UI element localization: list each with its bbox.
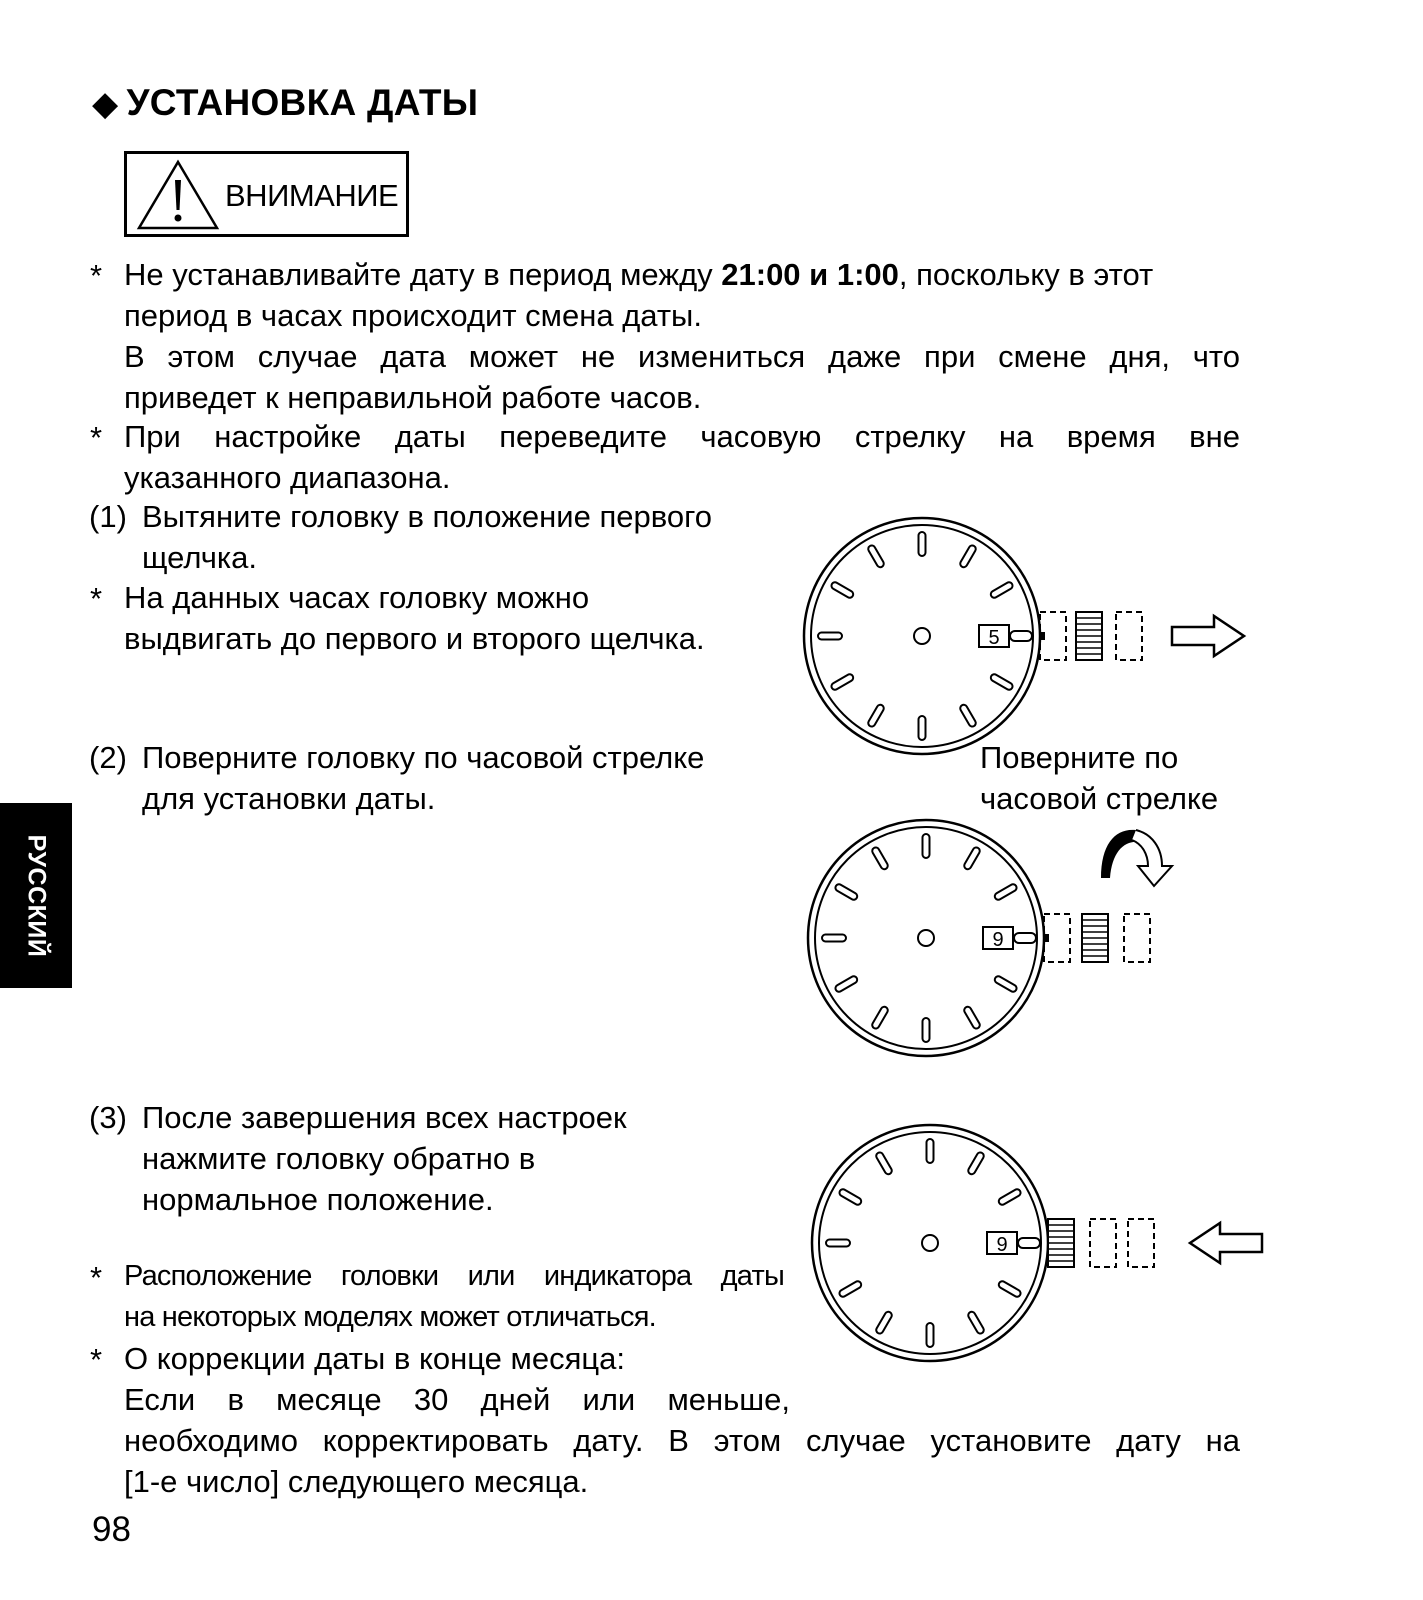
step-3-note-2-line-4: [1-е число] следующего месяца. <box>124 1464 589 1499</box>
page-title-text: УСТАНОВКА ДАТЫ <box>126 82 479 123</box>
crown-icon <box>1082 914 1108 962</box>
step-3-note-1-line-2: на некоторых моделях может отличаться. <box>124 1301 656 1333</box>
page-number: 98 <box>92 1510 131 1549</box>
date-window-number: 9 <box>992 929 1004 951</box>
step-1-line-2: щелчка. <box>142 540 258 575</box>
step-3-number: (3) <box>89 1100 127 1135</box>
marker-3 <box>1018 1238 1040 1248</box>
crown-position-dashed <box>1116 612 1142 660</box>
bullet-star: * <box>90 581 103 616</box>
step-3-note-2-line-1: О коррекции даты в конце месяца: <box>124 1341 625 1376</box>
crown-position-dashed <box>1124 914 1150 962</box>
rotate-caption-line-1: Поверните по <box>980 740 1179 775</box>
note-1-line-3: В этом случае дата может не измениться даже при смене дня, что <box>124 339 1240 374</box>
rotate-clockwise-icon <box>1101 830 1172 886</box>
step-3-line-3: нормальное положение. <box>142 1182 494 1217</box>
crown-icon <box>1048 1219 1074 1267</box>
step-3-note-2-line-3: необходимо корректировать дату. В этом случае установите дату на <box>124 1423 1240 1458</box>
marker-3 <box>1014 933 1036 943</box>
step-3-note-2-line-2: Если в месяце 30 дней или меньше, <box>124 1382 790 1417</box>
note-2-line-2: указанного диапазона. <box>124 460 451 495</box>
date-window-number: 9 <box>996 1234 1008 1256</box>
crown-position-dashed <box>1128 1219 1154 1267</box>
watch-diagram-2 <box>808 820 1172 1056</box>
step-1-note-line-2: выдвигать до первого и второго щелчка. <box>124 621 705 656</box>
language-tab-label: РУССКИЙ <box>22 834 51 957</box>
bullet-star: * <box>90 420 103 455</box>
watch-diagram-3 <box>812 1125 1262 1361</box>
crown-position-dashed <box>1090 1219 1116 1267</box>
step-2-line-1: Поверните головку по часовой стрелке <box>142 740 705 775</box>
center-pin <box>922 1235 938 1251</box>
note-1-pre: Не устанавливайте дату в период между <box>124 257 722 292</box>
crown-icon <box>1076 612 1102 660</box>
note-1-post: , поскольку в этот <box>898 257 1154 292</box>
diamond-bullet-icon: ◆ <box>92 85 119 123</box>
note-1-line-4: приведет к неправильной работе часов. <box>124 380 702 415</box>
step-3-note-1-line-1: Расположение головки или индикатора даты <box>124 1260 784 1292</box>
arrow-right-icon <box>1172 616 1244 656</box>
step-3-line-1: После завершения всех настроек <box>142 1100 627 1135</box>
bullet-star: * <box>90 1342 103 1377</box>
marker-3 <box>1010 631 1032 641</box>
step-1-note-line-1: На данных часах головку можно <box>124 580 590 615</box>
step-2-line-2: для установки даты. <box>142 781 436 816</box>
center-pin <box>914 628 930 644</box>
bullet-star: * <box>90 258 103 293</box>
date-window-number: 5 <box>988 627 1000 649</box>
arrow-left-icon <box>1190 1223 1262 1263</box>
bullet-star: * <box>90 1260 103 1295</box>
center-pin <box>918 930 934 946</box>
caution-label: ВНИМАНИЕ <box>225 178 399 213</box>
rotate-caption-line-2: часовой стрелке <box>980 781 1219 816</box>
step-2-number: (2) <box>89 740 127 775</box>
watch-diagram-1 <box>804 518 1244 754</box>
note-2-line-1: При настройке даты переведите часовую стрелку на время вне <box>124 419 1240 454</box>
note-1-bold: 21:00 и 1:00 <box>721 257 899 292</box>
step-3-line-2: нажмите головку обратно в <box>142 1141 536 1176</box>
note-1-line-2: период в часах происходит смена даты. <box>124 298 702 333</box>
step-1-line-1: Вытяните головку в положение первого <box>142 499 712 534</box>
step-1-number: (1) <box>89 499 127 534</box>
